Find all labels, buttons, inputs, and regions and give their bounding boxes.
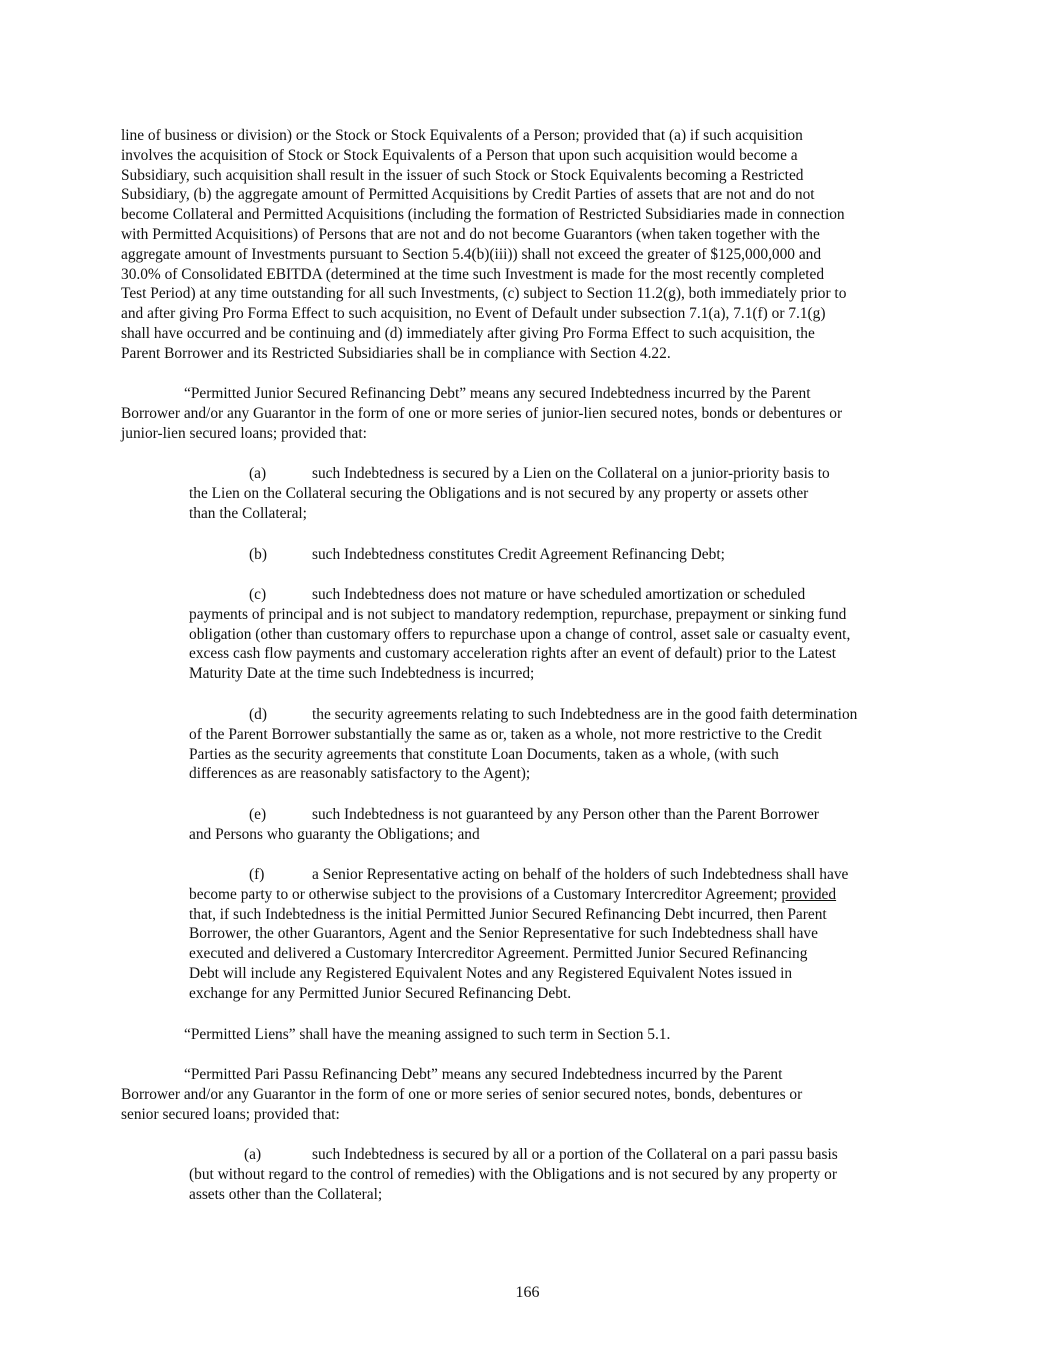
item-label: (c) <box>249 586 267 603</box>
text-line: assets other than the Collateral; <box>189 1185 383 1203</box>
text-line: of the Parent Borrower substantially the same as or, taken as a whole, not more restrictive to the Credit <box>189 725 822 743</box>
pari-passu-definition <box>121 1065 802 1124</box>
page-number: 166 <box>515 1284 540 1301</box>
text-line: and Persons who guaranty the Obligations; and <box>189 825 480 843</box>
item-text: such Indebtedness constitutes Credit Agreement Refinancing Debt; <box>312 546 725 563</box>
text-line: shall have occurred and be continuing and (d) immediately after giving Pro Forma Effect to such acquisition, the <box>121 324 815 342</box>
junior-item-d <box>189 705 857 784</box>
text-line: that, if such Indebtedness is the initial Permitted Junior Secured Refinancing Debt incurred, then Parent <box>189 905 827 923</box>
text-line: Subsidiary, (b) the aggregate amount of Permitted Acquisitions by Credit Parties of assets that are not and do not <box>121 186 815 204</box>
text-line: and after giving Pro Forma Effect to such acquisition, no Event of Default under subsection 7.1(a), 7.1(f) or 7.1(g) <box>121 305 826 323</box>
text-line: with Permitted Acquisitions) of Persons that are not and do not become Guarantors (when taken together with the <box>121 225 820 243</box>
item-text: such Indebtedness is secured by a Lien on the Collateral on a junior-priority basis to <box>312 465 830 482</box>
item-label: (f) <box>249 866 265 883</box>
list-item-first-line <box>189 865 848 885</box>
list-item-first-line <box>189 545 725 565</box>
text-line: 30.0% of Consolidated EBITDA (determined at the time such Investment is made for the most recently completed <box>121 265 825 283</box>
text-line: become Collateral and Permitted Acquisitions (including the formation of Restricted Subsidiaries made in connection <box>121 206 845 224</box>
text-line <box>189 885 848 905</box>
text-line: Test Period) at any time outstanding for all such Investments, (c) subject to Section 11.2(g), both immediately prior to <box>121 285 847 303</box>
list-item-first-line <box>189 1145 838 1165</box>
text-line: differences as are reasonably satisfactory to the Agent); <box>189 765 531 783</box>
item-label: (d) <box>249 706 267 723</box>
list-item-first-line <box>189 585 850 605</box>
text-line: the Lien on the Collateral securing the Obligations and is not secured by any property or assets other <box>189 484 809 502</box>
text-line: Debt will include any Registered Equivalent Notes and any Registered Equivalent Notes issued in <box>189 964 793 982</box>
item-text: such Indebtedness is not guaranteed by any Person other than the Parent Borrower <box>312 806 819 823</box>
text-line: Borrower and/or any Guarantor in the form of one or more series of junior-lien secured notes, bonds or debentures or <box>121 404 843 422</box>
text-line: (but without regard to the control of remedies) with the Obligations and is not secured by any property or <box>189 1165 837 1183</box>
item-text: the security agreements relating to such Indebtedness are in the good faith determination <box>312 706 858 723</box>
permitted-liens-definition <box>121 1025 670 1045</box>
text-line: payments of principal and is not subject to mandatory redemption, repurchase, prepayment or sinking fund <box>189 605 847 623</box>
text-line: involves the acquisition of Stock or Stock Equivalents of a Person that upon such acquisition would become a <box>121 146 798 164</box>
text-line: “Permitted Junior Secured Refinancing Debt” means any secured Indebtedness incurred by the Parent <box>184 385 811 402</box>
text-line: Parties as the security agreements that constitute Loan Documents, taken as a whole, (with such <box>189 745 779 763</box>
item-text: such Indebtedness does not mature or have scheduled amortization or scheduled <box>312 586 806 603</box>
text-line: junior-lien secured loans; provided that: <box>121 424 367 442</box>
text-line: exchange for any Permitted Junior Secured Refinancing Debt. <box>189 984 572 1002</box>
text-line: obligation (other than customary offers to repurchase upon a change of control, asset sale or casualty event, <box>189 625 851 643</box>
list-item-first-line <box>189 464 830 484</box>
item-text: a Senior Representative acting on behalf of the holders of such Indebtedness shall have <box>312 866 849 883</box>
junior-item-a <box>189 464 830 523</box>
text-line: aggregate amount of Investments pursuant to Section 5.4(b)(iii)) shall not exceed the greater of $125,000,000 and <box>121 245 822 263</box>
text-line: line of business or division) or the Stock or Stock Equivalents of a Person; provided that (a) if such acquisition <box>121 127 803 144</box>
item-label: (a) <box>249 465 267 482</box>
text-line: Parent Borrower and its Restricted Subsidiaries shall be in compliance with Section 4.22. <box>121 344 671 362</box>
list-item-first-line <box>189 805 819 825</box>
text-line: Borrower and/or any Guarantor in the form of one or more series of senior secured notes, bonds, debentures or <box>121 1085 803 1103</box>
text-line: excess cash flow payments and customary acceleration rights after an event of default) prior to the Latest <box>189 645 837 663</box>
junior-item-c <box>189 585 850 684</box>
item-text: become party to or otherwise subject to the provisions of a Customary Intercreditor Agreement; <box>189 885 782 903</box>
junior-item-f <box>189 865 848 1004</box>
item-label: (a) <box>244 1146 262 1163</box>
item-label: (e) <box>249 806 267 823</box>
pari-passu-item-a <box>189 1145 838 1204</box>
provided-underlined: provided <box>781 885 837 903</box>
text-line: “Permitted Liens” shall have the meaning assigned to such term in Section 5.1. <box>184 1026 671 1043</box>
junior-item-e <box>189 805 819 845</box>
text-line: Maturity Date at the time such Indebtedness is incurred; <box>189 665 535 683</box>
item-label: (b) <box>249 546 267 563</box>
item-text: such Indebtedness is secured by all or a portion of the Collateral on a pari passu basis <box>312 1146 838 1163</box>
junior-refinancing-definition <box>121 384 842 443</box>
continuation-paragraph <box>121 126 846 364</box>
junior-item-b <box>189 545 725 565</box>
text-line: “Permitted Pari Passu Refinancing Debt” means any secured Indebtedness incurred by the Parent <box>184 1066 783 1083</box>
text-line: than the Collateral; <box>189 504 307 522</box>
text-line: senior secured loans; provided that: <box>121 1105 340 1123</box>
text-line: executed and delivered a Customary Intercreditor Agreement. Permitted Junior Secured Refinancing <box>189 945 808 963</box>
text-line: Subsidiary, such acquisition shall result in the issuer of such Stock or Stock Equivalents becoming a Restricted <box>121 166 804 184</box>
list-item-first-line <box>189 705 857 725</box>
text-line: Borrower, the other Guarantors, Agent and the Senior Representative for such Indebtedness shall have <box>189 925 818 943</box>
